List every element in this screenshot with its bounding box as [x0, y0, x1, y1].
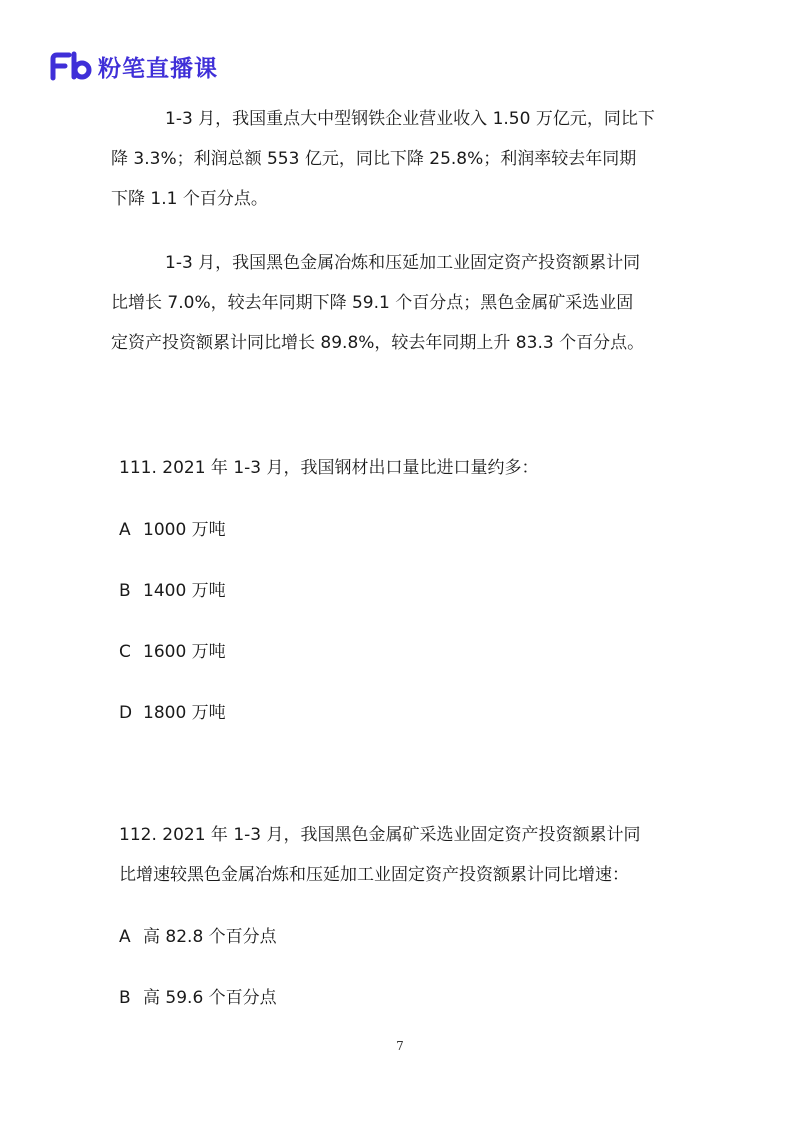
option-key: B: [119, 988, 131, 1008]
question-111-option-c: [119, 640, 226, 664]
question-112-option-a: [119, 925, 277, 949]
question-111-stem: [119, 448, 689, 488]
fb-logo-icon: [50, 51, 94, 81]
question-111-option-a: [119, 518, 226, 542]
question-text: 112. 2021 年 1-3 月，我国黑色金属矿采选业固定资产投资额累计同: [119, 825, 641, 845]
text-line: 1-3 月，我国重点大中型钢铁企业营业收入 1.50 万亿元，同比下: [165, 109, 655, 129]
text-line: 降 3.3%；利润总额 553 亿元，同比下降 25.8%；利润率较去年同期: [111, 149, 637, 169]
option-key: C: [119, 642, 131, 662]
question-111-option-b: [119, 579, 226, 603]
material-paragraph-2: [111, 243, 691, 363]
option-text: 高 82.8 个百分点: [143, 927, 277, 947]
option-text: 高 59.6 个百分点: [143, 988, 277, 1008]
option-text: 1600 万吨: [143, 642, 226, 662]
question-112-option-b: [119, 986, 277, 1010]
brand-header: [50, 50, 218, 82]
option-text: 1000 万吨: [143, 520, 226, 540]
option-text: 1400 万吨: [143, 581, 226, 601]
option-key: D: [119, 703, 133, 723]
question-111-option-d: [119, 701, 226, 725]
material-paragraph-1: [111, 99, 691, 219]
text-line: 比增长 7.0%，较去年同期下降 59.1 个百分点；黑色金属矿采选业固: [111, 293, 634, 313]
text-line: 下降 1.1 个百分点。: [111, 189, 268, 209]
brand-name: 粉笔直播课: [98, 55, 218, 82]
question-text: 111. 2021 年 1-3 月，我国钢材出口量比进口量约多：: [119, 458, 539, 478]
option-key: B: [119, 581, 131, 601]
question-112-stem: [119, 815, 689, 895]
option-text: 1800 万吨: [143, 703, 226, 723]
option-key: A: [119, 927, 131, 947]
question-text: 比增速较黑色金属冶炼和压延加工业固定资产投资额累计同比增速：: [119, 865, 629, 885]
text-line: 1-3 月，我国黑色金属冶炼和压延加工业固定资产投资额累计同: [165, 253, 641, 273]
text-line: 定资产投资额累计同比增长 89.8%，较去年同期上升 83.3 个百分点。: [111, 333, 645, 353]
page-number: 7: [396, 1039, 404, 1053]
option-key: A: [119, 520, 131, 540]
